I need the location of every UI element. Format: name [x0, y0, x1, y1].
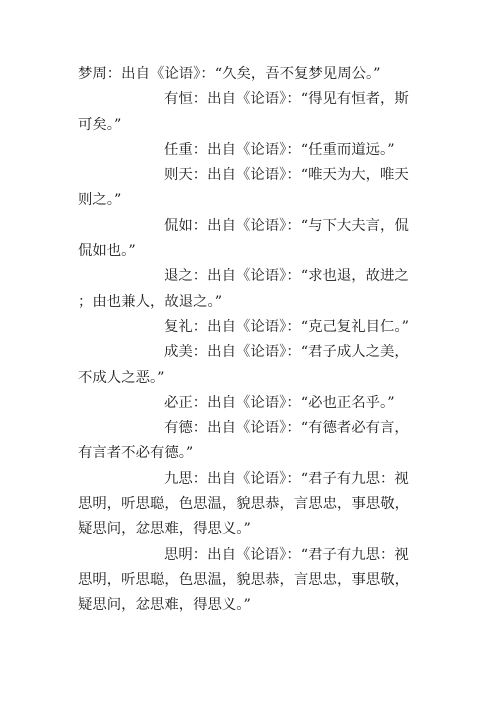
entry-jiusi: 九思：出自《论语》：“君子有九思：视思明，听思聪，色思温，貌思恭，言思忠，事思敬，疑思问，忿思难，得思义。”	[78, 470, 409, 538]
entry-fuli: 复礼：出自《论语》：“克己复礼目仁。”	[164, 318, 409, 335]
entry-tuizhi: 退之：出自《论语》：“求也退，故进之；由也兼人，故退之。”	[78, 268, 409, 310]
entry-bizheng: 必正：出自《论语》：“必也正名乎。”	[164, 394, 395, 411]
entry-siming: 思明：出自《论语》：“君子有九思：视思明，听思聪，色思温，貌思恭，言思忠，事思敬，疑思问，忿思难，得思义。”	[78, 546, 409, 614]
entry-youheng: 有恒：出自《论语》：“得见有恒者，斯可矣。”	[78, 91, 409, 133]
entry-list	[78, 62, 423, 619]
entry-kanru: 侃如：出自《论语》：“与下大夫言，侃侃如也。”	[78, 217, 409, 260]
entry-youde: 有德：出自《论语》：“有德者必有言，有言者不必有德。”	[78, 420, 409, 462]
entry-mengzhou: 梦周：出自《论语》：“久矣，吾不复梦见周公。”	[78, 66, 381, 82]
entry-chengmei: 成美：出自《论语》：“君子成人之美，不成人之恶。”	[78, 344, 409, 386]
entry-renzhong: 任重：出自《论语》：“任重而道远。”	[164, 141, 395, 158]
entry-zetian: 则天：出自《论语》：“唯天为大，唯天则之。”	[78, 167, 409, 209]
